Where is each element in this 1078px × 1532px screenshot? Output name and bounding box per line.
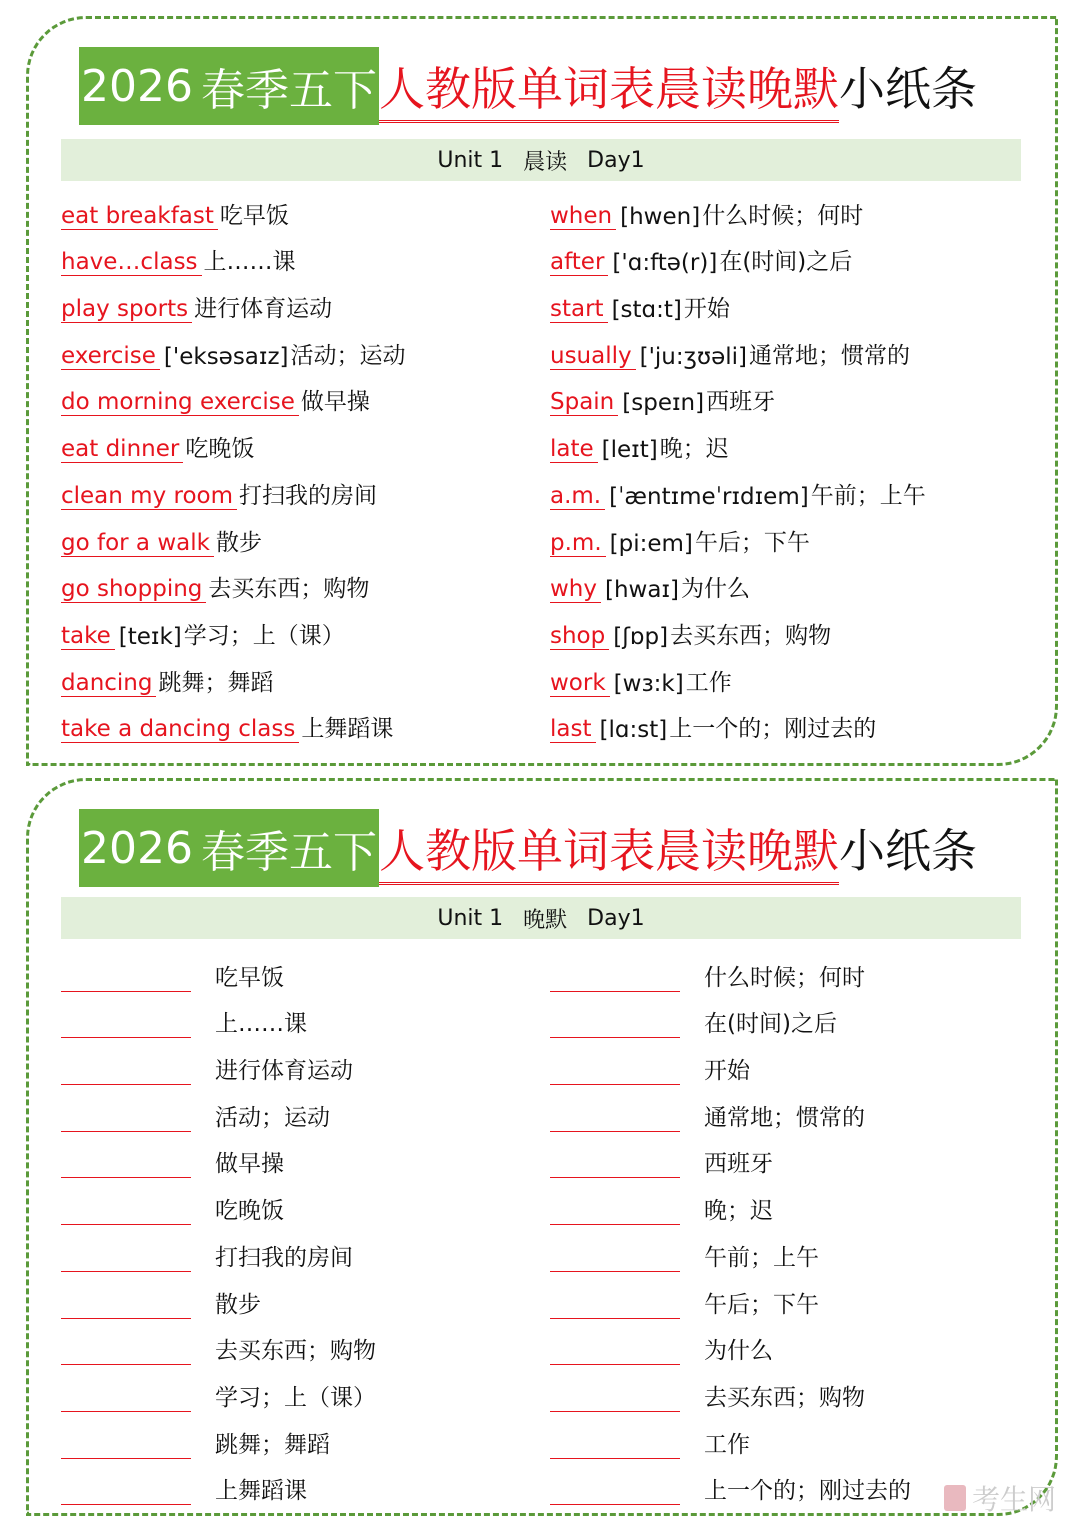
title-tail: 小纸条: [838, 824, 977, 878]
vocab-row: [61, 603, 531, 650]
vocab-english: why: [550, 576, 601, 603]
vocab-chinese: 跳舞；舞蹈: [158, 669, 274, 696]
vocab-english: take a dancing class: [61, 716, 299, 743]
vocab-phonetic: [wɜ:k]: [613, 670, 684, 697]
vocab-chinese: 散步: [215, 529, 262, 556]
mode-label: 晚默: [523, 907, 568, 933]
dictation-row: [61, 1319, 531, 1366]
dictation-row: [61, 1272, 531, 1319]
vocab-phonetic: [hwaɪ]: [605, 577, 679, 604]
page-title-2: [79, 809, 977, 887]
answer-blank-line: [61, 963, 191, 992]
vocab-english: have…class: [61, 249, 202, 276]
vocab-row: [550, 463, 1020, 510]
vocab-chinese: 通常地；惯常的: [749, 342, 911, 369]
dictation-row: [61, 1459, 531, 1506]
vocab-row: [550, 323, 1020, 370]
vocab-chinese: 进行体育运动: [194, 296, 333, 323]
answer-blank-line: [61, 1103, 191, 1132]
answer-blank-line: [61, 1476, 191, 1505]
vocab-chinese: 在(时间)之后: [719, 249, 853, 276]
vocab-english: do morning exercise: [61, 389, 299, 416]
answer-blank-line: [550, 963, 680, 992]
evening-subtitle-bar: [61, 897, 1021, 939]
evening-right-column: [550, 945, 1020, 1505]
vocab-phonetic: ['eksəsaɪz]: [163, 343, 289, 370]
vocab-english: Spain: [550, 389, 618, 416]
vocab-english: exercise: [61, 343, 160, 370]
morning-right-column: [550, 183, 1020, 743]
vocab-chinese: 上一个的；刚过去的: [669, 716, 877, 743]
vocab-row: [61, 183, 531, 230]
vocab-english: when: [550, 203, 616, 230]
title-season: 春季五下: [199, 47, 379, 125]
dictation-chinese: 散步: [215, 1291, 261, 1318]
title-year: 2026: [79, 47, 199, 125]
vocab-row: [61, 276, 531, 323]
vocab-english: dancing: [61, 670, 156, 697]
morning-subtitle-bar: [61, 139, 1021, 181]
morning-left-column: [61, 183, 531, 743]
vocab-english: clean my room: [61, 483, 237, 510]
dictation-row: [550, 1038, 1020, 1085]
vocab-chinese: 做早操: [300, 389, 370, 416]
vocab-row: [61, 230, 531, 277]
vocab-row: [550, 650, 1020, 697]
vocab-chinese: 开始: [683, 296, 730, 323]
vocab-chinese: 午后；下午: [694, 529, 810, 556]
dictation-chinese: 吃早饭: [215, 964, 284, 991]
vocab-chinese: 吃早饭: [219, 202, 289, 229]
dictation-chinese: 打扫我的房间: [215, 1244, 353, 1271]
dictation-chinese: 在(时间)之后: [704, 1011, 837, 1038]
vocab-row: [550, 510, 1020, 557]
vocab-english: start: [550, 296, 608, 323]
vocab-chinese: 去买东西；购物: [208, 576, 370, 603]
answer-blank-line: [61, 1336, 191, 1365]
dictation-chinese: 工作: [704, 1431, 750, 1458]
morning-card: [26, 16, 1058, 766]
dictation-chinese: 学习；上（课）: [215, 1384, 376, 1411]
dictation-row: [61, 1178, 531, 1225]
vocab-row: [550, 276, 1020, 323]
page-title: [79, 47, 977, 125]
vocab-phonetic: ['ju:ʒʊəli]: [639, 343, 748, 370]
vocab-english: go for a walk: [61, 530, 214, 557]
dictation-row: [61, 1365, 531, 1412]
answer-blank-line: [550, 1290, 680, 1319]
vocab-chinese: 上……课: [203, 249, 296, 276]
answer-blank-line: [61, 1430, 191, 1459]
vocab-chinese: 吃晚饭: [185, 436, 255, 463]
vocab-phonetic: [speɪn]: [622, 390, 705, 417]
vocab-chinese: 西班牙: [706, 389, 776, 416]
dictation-row: [550, 1178, 1020, 1225]
vocab-english: work: [550, 670, 610, 697]
vocab-row: [61, 323, 531, 370]
vocab-row: [61, 463, 531, 510]
title-year: 2026: [79, 809, 199, 887]
dictation-chinese: 什么时候；何时: [704, 964, 865, 991]
vocab-english: late: [550, 436, 598, 463]
dictation-row: [550, 992, 1020, 1039]
dictation-chinese: 进行体育运动: [215, 1058, 353, 1085]
watermark-text: 考生网: [971, 1483, 1056, 1516]
vocab-english: p.m.: [550, 530, 606, 557]
vocab-chinese: 工作: [685, 669, 732, 696]
unit-label: Unit 1: [437, 147, 504, 173]
day-label: Day1: [587, 147, 645, 173]
dictation-chinese: 为什么: [704, 1338, 773, 1365]
mode-label: 晨读: [523, 149, 568, 175]
answer-blank-line: [550, 1103, 680, 1132]
vocab-chinese: 为什么: [680, 576, 750, 603]
vocab-row: [61, 697, 531, 744]
vocab-row: [550, 183, 1020, 230]
evening-card: [26, 778, 1058, 1516]
vocab-english: take: [61, 623, 115, 650]
dictation-row: [61, 992, 531, 1039]
vocab-phonetic: [ʃɒp]: [613, 623, 669, 650]
dictation-chinese: 上舞蹈课: [215, 1478, 307, 1505]
watermark: [944, 1478, 1056, 1518]
dictation-row: [550, 1319, 1020, 1366]
vocab-english: a.m.: [550, 483, 605, 510]
vocab-chinese: 学习；上（课）: [183, 622, 345, 649]
dictation-row: [550, 1225, 1020, 1272]
dictation-chinese: 去买东西；购物: [704, 1384, 865, 1411]
answer-blank-line: [61, 1383, 191, 1412]
vocab-row: [550, 370, 1020, 417]
dictation-row: [61, 1038, 531, 1085]
dictation-row: [61, 1085, 531, 1132]
vocab-row: [550, 230, 1020, 277]
vocab-phonetic: [pi:em]: [609, 530, 693, 557]
answer-blank-line: [550, 1149, 680, 1178]
vocab-chinese: 活动；运动: [290, 342, 406, 369]
vocab-chinese: 去买东西；购物: [670, 622, 832, 649]
dictation-row: [550, 1272, 1020, 1319]
answer-blank-line: [550, 1383, 680, 1412]
title-highlight: 人教版单词表晨读晚默: [379, 809, 839, 887]
dictation-row: [550, 1085, 1020, 1132]
vocab-phonetic: [lɑ:st]: [599, 717, 668, 744]
answer-blank-line: [61, 1149, 191, 1178]
answer-blank-line: [550, 1336, 680, 1365]
vocab-english: after: [550, 249, 608, 276]
answer-blank-line: [550, 1430, 680, 1459]
dictation-chinese: 做早操: [215, 1151, 284, 1178]
vocab-row: [61, 650, 531, 697]
title-highlight: 人教版单词表晨读晚默: [379, 47, 839, 125]
vocab-chinese: 午前；上午: [810, 482, 926, 509]
vocab-english: play sports: [61, 296, 192, 323]
answer-blank-line: [550, 1056, 680, 1085]
vocab-phonetic: [stɑ:t]: [611, 297, 682, 324]
dictation-chinese: 吃晚饭: [215, 1198, 284, 1225]
vocab-row: [61, 557, 531, 604]
dictation-row: [61, 1132, 531, 1179]
vocab-phonetic: [leɪt]: [601, 437, 658, 464]
dictation-row: [61, 1412, 531, 1459]
vocab-english: go shopping: [61, 576, 206, 603]
vocab-row: [550, 697, 1020, 744]
dictation-chinese: 跳舞；舞蹈: [215, 1431, 330, 1458]
evening-left-column: [61, 945, 531, 1505]
day-label: Day1: [587, 905, 645, 931]
dictation-row: [61, 945, 531, 992]
dictation-chinese: 上……课: [215, 1011, 307, 1038]
vocab-english: shop: [550, 623, 609, 650]
title-season: 春季五下: [199, 809, 379, 887]
dictation-row: [550, 1132, 1020, 1179]
dictation-row: [61, 1225, 531, 1272]
vocab-row: [61, 510, 531, 557]
dictation-row: [550, 1365, 1020, 1412]
answer-blank-line: [61, 1056, 191, 1085]
vocab-english: last: [550, 716, 596, 743]
dictation-chinese: 晚；迟: [704, 1198, 773, 1225]
vocab-row: [61, 416, 531, 463]
vocab-row: [550, 557, 1020, 604]
vocab-row: [61, 370, 531, 417]
vocab-chinese: 上舞蹈课: [301, 716, 394, 743]
dictation-chinese: 午后；下午: [704, 1291, 819, 1318]
dictation-row: [550, 1412, 1020, 1459]
vocab-english: eat breakfast: [61, 203, 218, 230]
answer-blank-line: [550, 1196, 680, 1225]
answer-blank-line: [550, 1009, 680, 1038]
answer-blank-line: [61, 1243, 191, 1272]
vocab-chinese: 什么时候；何时: [702, 202, 864, 229]
vocab-phonetic: [teɪk]: [118, 623, 182, 650]
dictation-chinese: 西班牙: [704, 1151, 773, 1178]
unit-label: Unit 1: [437, 905, 504, 931]
answer-blank-line: [550, 1476, 680, 1505]
answer-blank-line: [550, 1243, 680, 1272]
answer-blank-line: [61, 1290, 191, 1319]
vocab-english: eat dinner: [61, 436, 183, 463]
vocab-phonetic: [ˈæntɪmeˈrɪdɪem]: [609, 483, 809, 510]
dictation-chinese: 午前；上午: [704, 1244, 819, 1271]
dictation-chinese: 开始: [704, 1058, 750, 1085]
vocab-row: [550, 416, 1020, 463]
vocab-phonetic: [hwen]: [620, 203, 701, 230]
vocab-chinese: 晚；迟: [659, 436, 729, 463]
vocab-row: [550, 603, 1020, 650]
dictation-chinese: 去买东西；购物: [215, 1338, 376, 1365]
answer-blank-line: [61, 1196, 191, 1225]
title-tail: 小纸条: [838, 62, 977, 116]
vocab-phonetic: ['ɑ:ftə(r)]: [612, 250, 718, 277]
dictation-chinese: 通常地；惯常的: [704, 1104, 865, 1131]
dictation-chinese: 上一个的；刚过去的: [704, 1478, 911, 1505]
vocab-english: usually: [550, 343, 636, 370]
dictation-chinese: 活动；运动: [215, 1104, 330, 1131]
vocab-chinese: 打扫我的房间: [239, 482, 377, 509]
watermark-logo-icon: [944, 1485, 966, 1511]
answer-blank-line: [61, 1009, 191, 1038]
dictation-row: [550, 945, 1020, 992]
